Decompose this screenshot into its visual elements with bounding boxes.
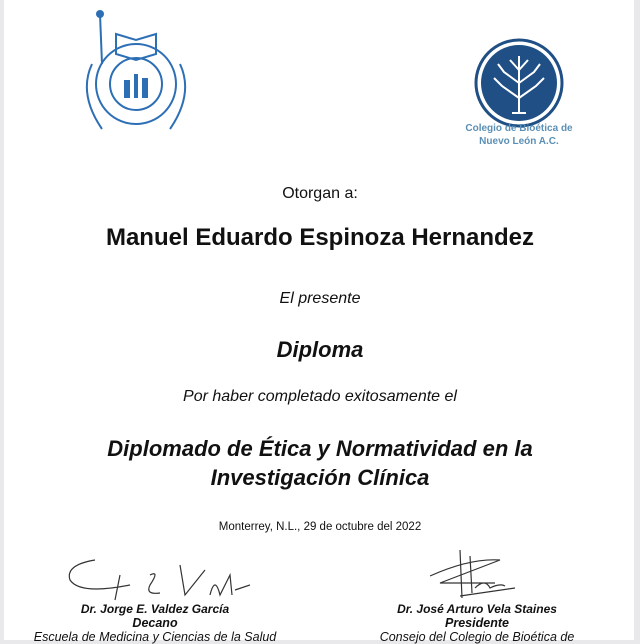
- signatory-role: Presidente: [445, 616, 509, 630]
- signatory-name: Dr. Jorge E. Valdez García: [80, 602, 230, 616]
- tec-monterrey-logo: [72, 4, 200, 150]
- presente-text: El presente: [279, 290, 361, 307]
- program-title-line1: Diplomado de Ética y Normatividad en la: [107, 436, 533, 461]
- document-type: Diploma: [276, 337, 364, 362]
- program-title-line2: Investigación Clínica: [210, 465, 430, 490]
- colegio-bioetica-logo: [474, 38, 564, 128]
- logo-text-line1: Colegio de Bioética de: [465, 123, 573, 134]
- recipient-name: Manuel Eduardo Espinoza Hernandez: [105, 224, 535, 251]
- reason-text: Por haber completado exitosamente el: [183, 388, 457, 405]
- logo-text-line2: Nuevo León A.C.: [479, 136, 559, 147]
- signatory-org: Consejo del Colegio de Bioética de: [379, 630, 575, 644]
- signatory-name: Dr. José Arturo Vela Staines: [397, 602, 557, 616]
- program-title: [0, 434, 640, 492]
- place-date: Monterrey, N.L., 29 de octubre del 2022: [218, 521, 422, 533]
- signature-vela: [420, 548, 520, 603]
- signature-valdez: [60, 555, 250, 605]
- signatory-org: Escuela de Medicina y Ciencias de la Salud: [33, 630, 277, 644]
- signatory-2: [327, 602, 627, 644]
- signatory-1: [5, 602, 305, 644]
- signatory-role: Decano: [132, 616, 178, 630]
- colegio-bioetica-name: [455, 122, 583, 148]
- grant-text: Otorgan a:: [282, 185, 358, 202]
